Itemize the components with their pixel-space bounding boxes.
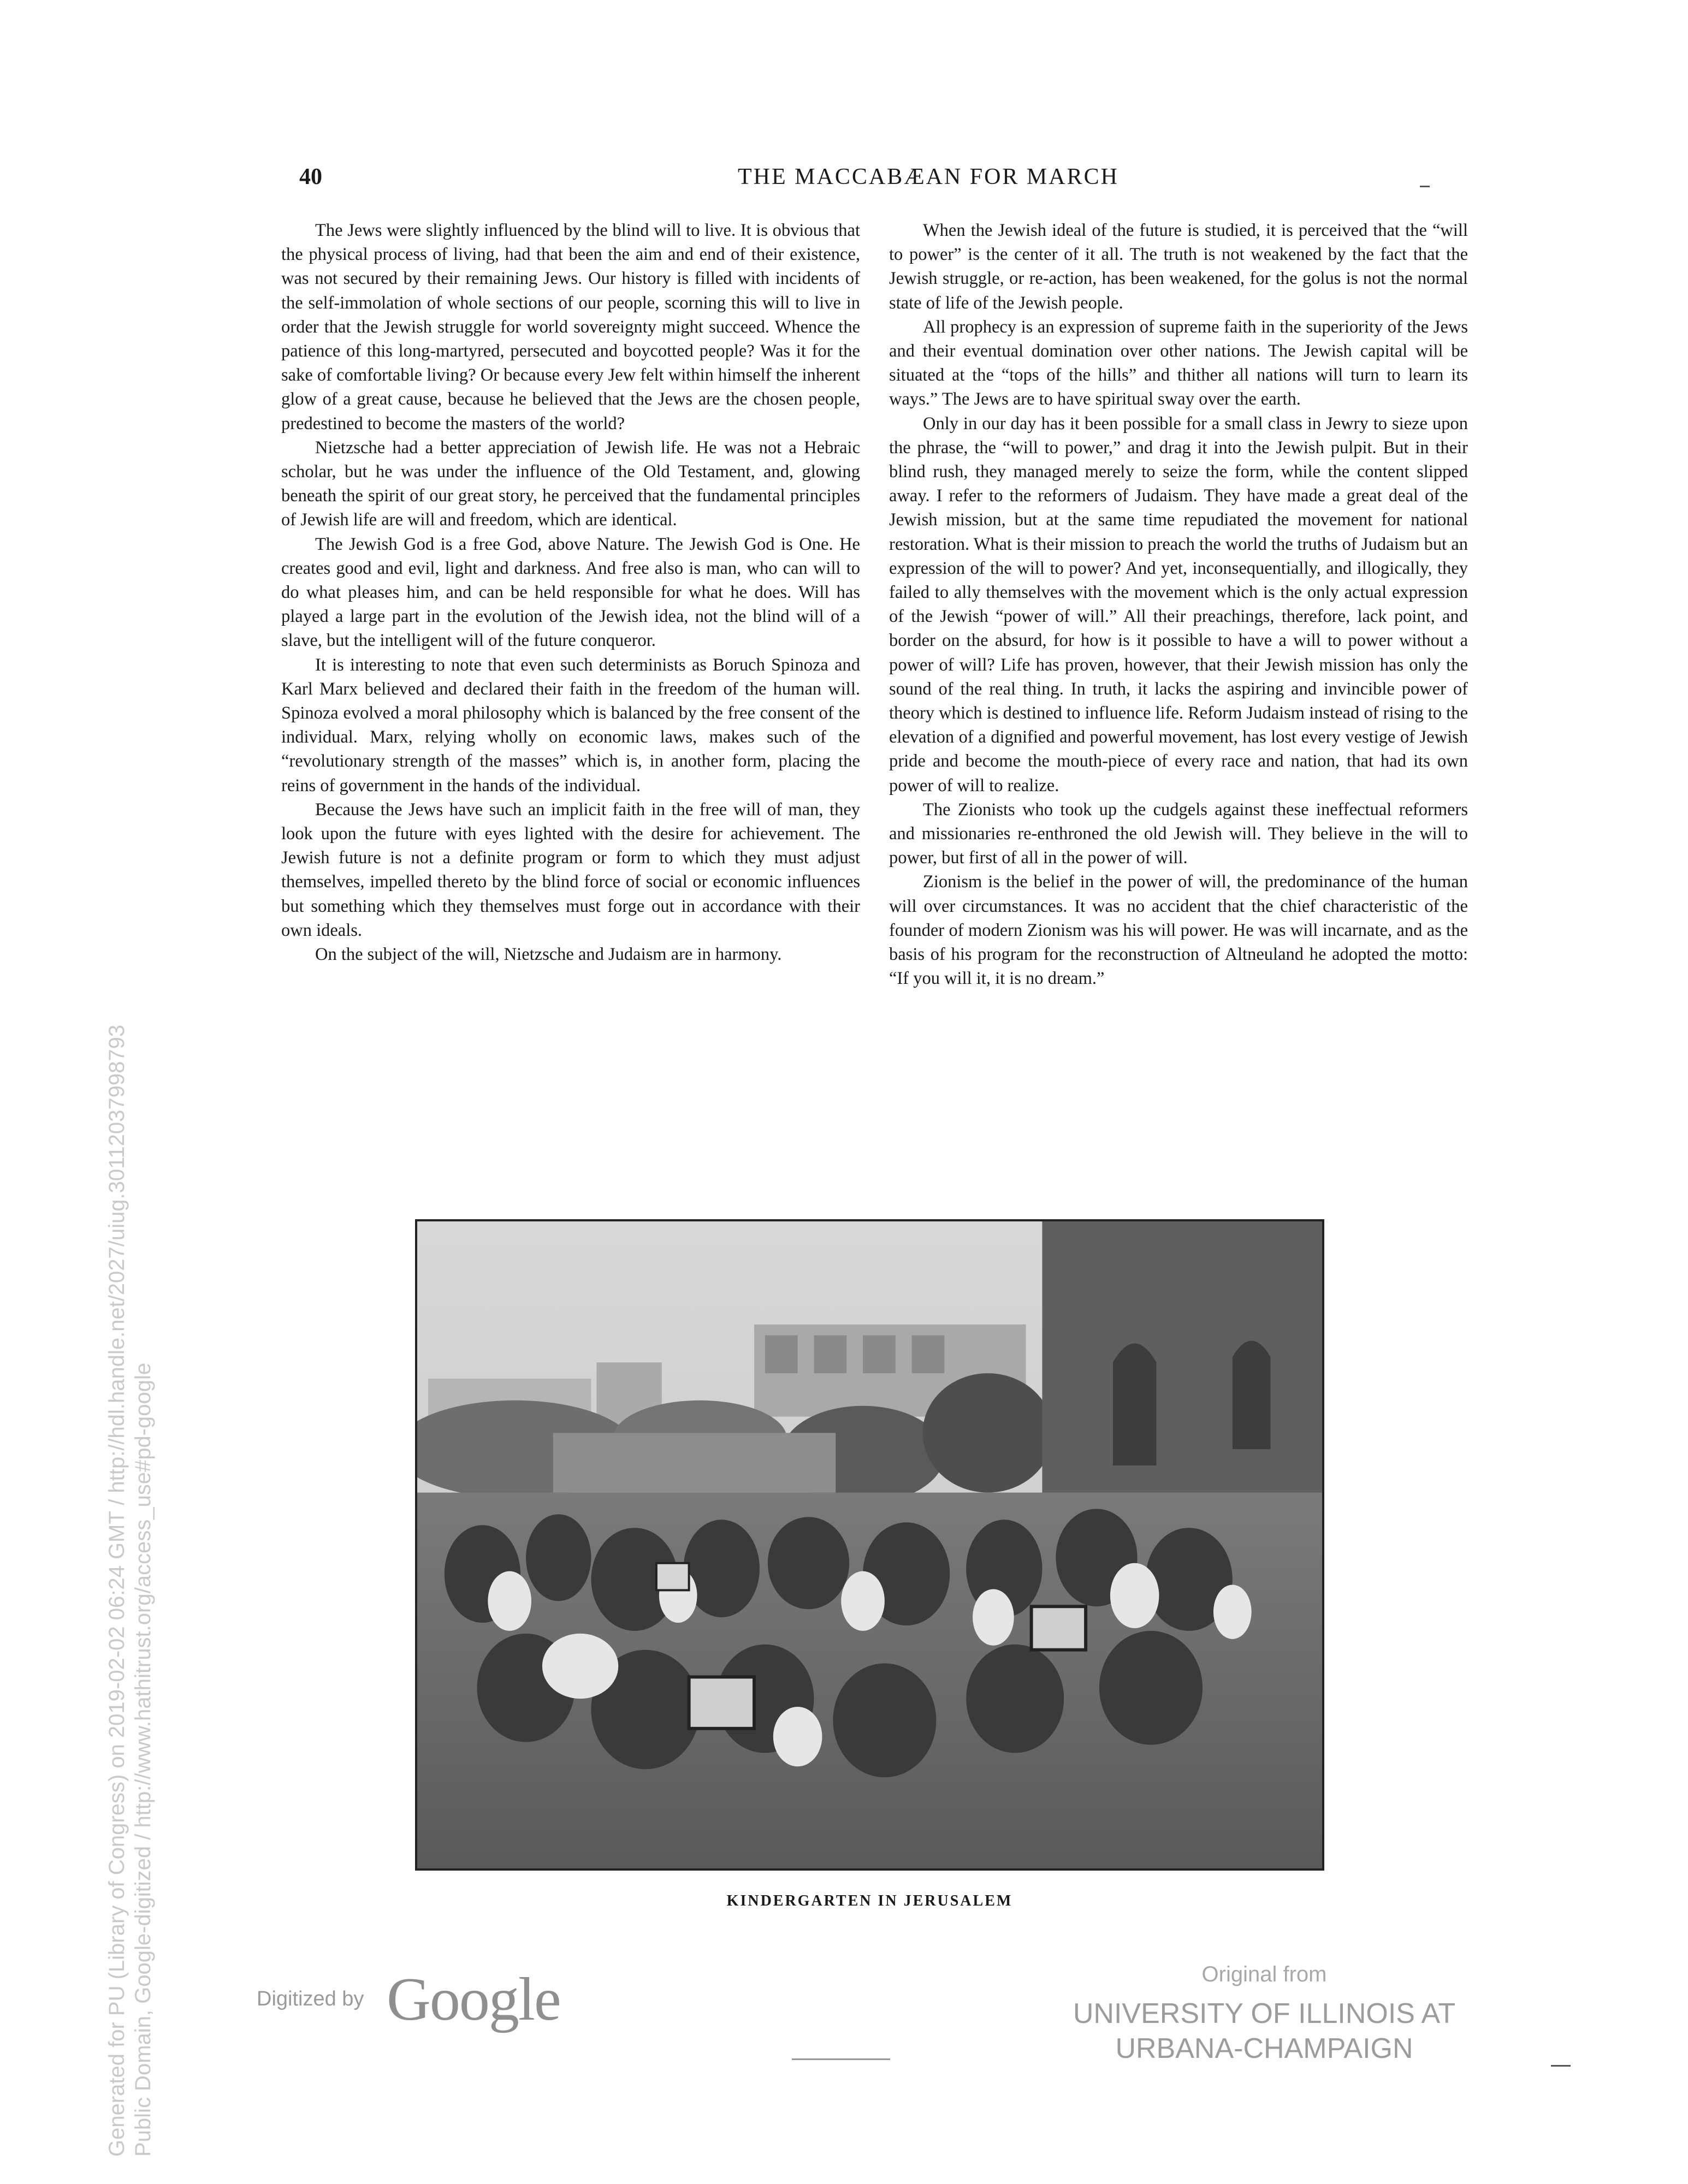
left-column [281, 218, 860, 966]
figure-caption: KINDERGARTEN IN JERUSALEM [726, 1892, 1013, 1909]
paragraph: Only in our day has it been possible for a small class in Jewry to sieze upon the phrase, the “will to power,” and drag it into the Jewish pulpit. But in their blind rush, they managed merely to seize the form, while the content slipped away. I refer to the reformers of Judaism. They have made a great deal of the Jewish mission, but at the same time repudiated the movement for national restoration. What is their mission to preach the world the truths of Judaism but an expression of the will to power? And yet, inconsequentially, and illogically, they failed to ally themselves with the movement which is the only actual expression of the Jewish “power of will.” All their preachings, therefore, lack point, and border on the absurd, for how is it possible to have a will to power without a power of will? Life has proven, however, that their Jewish mission has only the sound of the real thing. In truth, it lacks the aspiring and invincible power of theory which is destined to influence life. Reform Judaism instead of rising to the elevation of a dignified and powerful movement, has lost every vestige of Jewish pride and become the mouth-piece of every race and nation, that had its own power of will to realize. [889, 413, 1468, 796]
scan-mark [1420, 186, 1430, 187]
university-credit [1038, 1996, 1491, 2066]
paragraph: On the subject of the will, Nietzsche and Judaism are in harmony. [315, 945, 782, 965]
photo-illustration [417, 1221, 1322, 1868]
scan-mark [792, 2058, 890, 2060]
paragraph: Because the Jews have such an implicit faith in the free will of man, they look upon the future with eyes lighted with the desire for achievement. The Jewish future is not a definite program or form to which they must adjust themselves, impelled thereto by the blind force of social or economic influences but something which they themselves must forge out in accordance with their own ideals. [281, 799, 860, 940]
running-title: THE MACCABÆAN FOR MARCH [738, 164, 1119, 189]
original-from-label: Original from [1201, 1962, 1327, 1986]
paragraph: Zionism is the belief in the power of will, the predominance of the human will over circumstances. It was no accident that the chief characteristic of the founder of modern Zionism was his will power. He was will incarnate, and as the basis of his program for the reconstruction of Altneuland he adopted the motto: “If you will it, it is no dream.” [889, 872, 1468, 989]
paragraph: The Jewish God is a free God, above Nature. The Jewish God is One. He creates good and evil, light and darkness. And free also is man, who can will to do what pleases him, and can be held responsible for what he does. Will has played a large part in the evolution of the Jewish idea, not the blind will of a slave, but the intelligent will of the future conqueror. [281, 534, 860, 651]
paragraph: All prophecy is an expression of supreme faith in the superiority of the Jews and their eventual domination over other nations. The Jewish capital will be situated at the “tops of the hills” and thither all nations will turn to learn its ways.” The Jews are to have spiritual sway over the earth. [889, 317, 1468, 410]
scan-mark [1551, 2065, 1571, 2067]
page-number: 40 [299, 164, 322, 189]
google-logo: Google [387, 1966, 560, 2033]
paragraph: Nietzsche had a better appreciation of Jewish life. He was not a Hebraic scholar, but he was under the influence of the Old Testament, and, glowing beneath the spirit of our great story, he perceived that the fundamental principles of Jewish life are will and freedom, which are identical. [281, 437, 860, 530]
hathitrust-watermark [104, 1025, 156, 2157]
university-line: UNIVERSITY OF ILLINOIS AT [1073, 1998, 1456, 2029]
paragraph: It is interesting to note that even such determinists as Boruch Spinoza and Karl Marx believed and declared their faith in the freedom of the human will. Spinoza evolved a moral philosophy which is balanced by the free consent of the individual. Marx, relying wholly on economic laws, makes such of the “revolutionary strength of the masses” which is, in another form, placing the reins of government in the hands of the individual. [281, 655, 860, 796]
watermark-line: Generated for PU (Library of Congress) on 2019-02-02 06:24 GMT / http://hdl.handle.net/2027/uiug.30112037998793 [105, 1024, 129, 2157]
university-line: URBANA-CHAMPAIGN [1115, 2033, 1413, 2064]
paragraph: The Zionists who took up the cudgels against these ineffectual reformers and missionaries re-enthroned the old Jewish will. They believe in the will to power, but first of all in the power of will. [889, 799, 1468, 868]
digitized-by-label: Digitized by [257, 1987, 364, 2010]
kindergarten-photo [415, 1219, 1324, 1871]
paragraph: When the Jewish ideal of the future is studied, it is perceived that the “will to power” is the center of it all. The truth is not weakened by the fact that the Jewish struggle, or re-action, has been weakened, for the golus is not the normal state of life of the Jewish people. [889, 221, 1468, 313]
watermark-line: Public Domain, Google-digitized / http://www.hathitrust.org/access_use#pd-google [131, 1362, 155, 2157]
paragraph: The Jews were slightly influenced by the blind will to live. It is obvious that the physical process of living, had that been the aim and end of their existence, was not secured by their remaining Jews. Our history is filled with incidents of the self-immolation of whole sections of our people, scorning this will to live in order that the Jewish struggle for world sovereignty might succeed. Whence the patience of this long-martyred, persecuted and boycotted people? Was it for the sake of comfortable living? Or because every Jew felt within himself the inherent glow of a great cause, because he believed that the Jews are the chosen people, predestined to become the masters of the world? [281, 221, 860, 434]
right-column [889, 218, 1468, 991]
